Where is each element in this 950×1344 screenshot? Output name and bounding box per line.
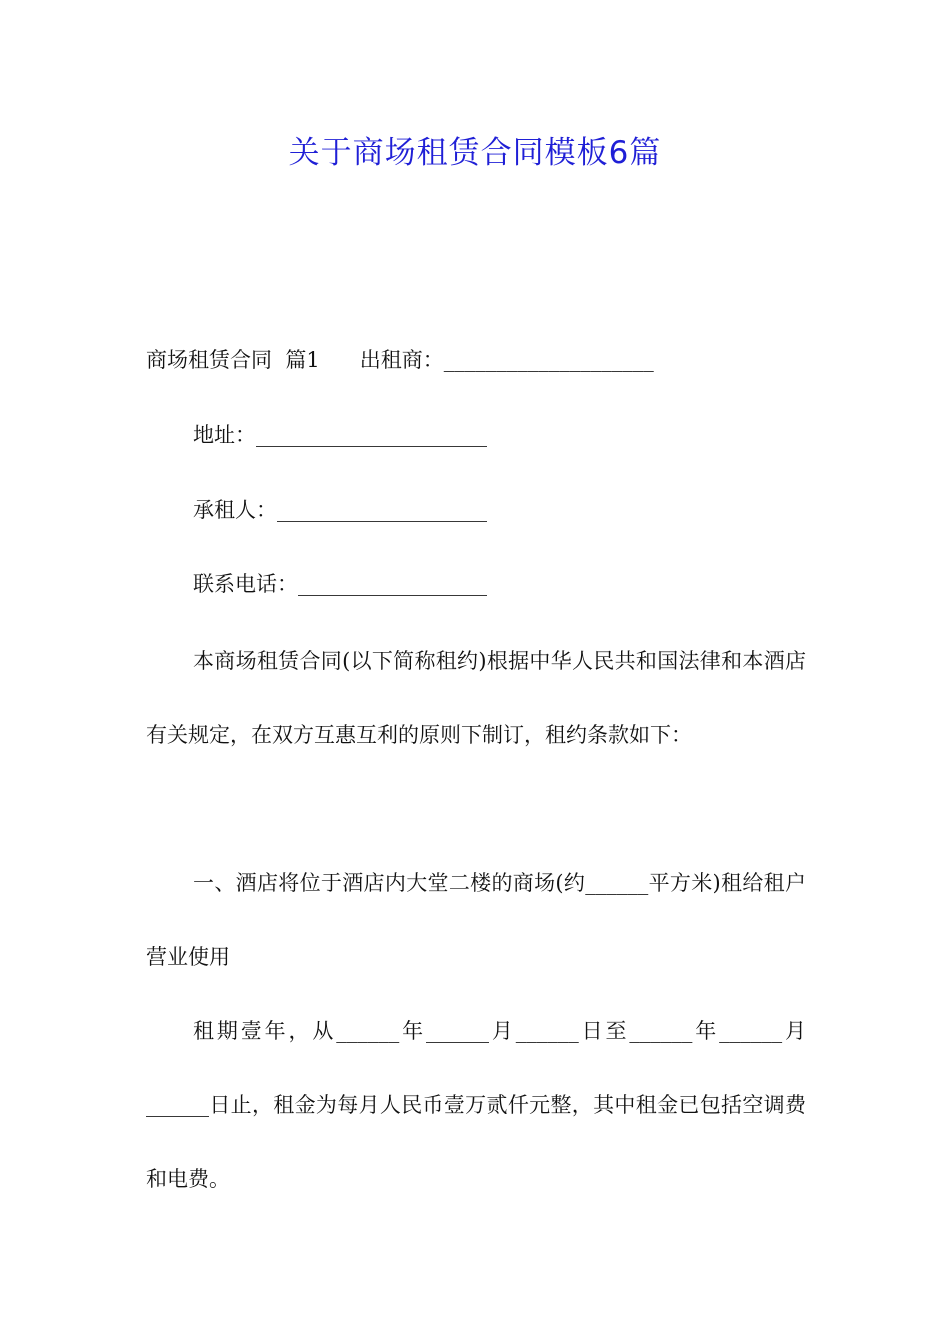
intro-paragraph: 本商场租赁合同(以下简称租约)根据中华人民共和国法律和本酒店有关规定，在双方互惠互利的原则下制订，租约条款如下： bbox=[146, 649, 806, 747]
address-line: 地址：______________________ bbox=[193, 423, 487, 447]
lessee-line: 承租人：____________________ bbox=[193, 498, 487, 522]
document-title: 关于商场租赁合同模板6篇 bbox=[288, 135, 662, 171]
contact-phone-line: 联系电话：__________________ bbox=[193, 572, 487, 596]
party-lessor-line: 商场租赁合同 篇1 出租商：____________________ bbox=[146, 348, 654, 372]
clause-one-paragraph: 一、酒店将位于酒店内大堂二楼的商场(约______平方米)租给租户营业使用 bbox=[146, 871, 806, 969]
lease-term-paragraph: 租期壹年，从______年______月______日至______年______月______日止，租金为每月人民币壹万贰仟元整，其中租金已包括空调费和电费。 bbox=[146, 1019, 806, 1191]
